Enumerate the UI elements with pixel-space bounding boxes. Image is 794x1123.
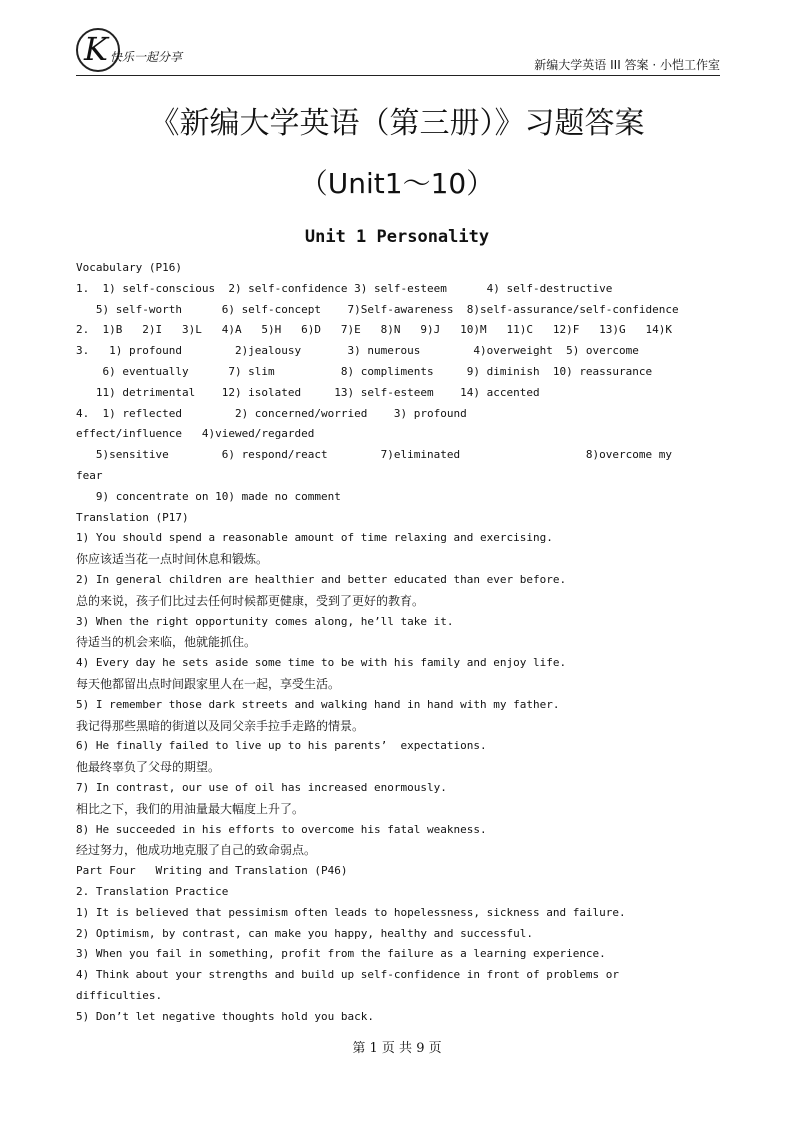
text-line: difficulties. xyxy=(76,988,163,1002)
text-line: 2) Optimism, by contrast, can make you happy, healthy and successful. xyxy=(76,926,533,940)
text-line: effect/influence 4)viewed/regarded xyxy=(76,427,315,441)
text-line: 经过努力，他成功地克服了自己的致命弱点。 xyxy=(76,843,317,858)
unit-heading: Unit 1 Personality xyxy=(304,227,490,247)
text-line: 2. 1)B 2)I 3)L 4)A 5)H 6)D 7)E 8)N 9)J 10)M 11)C 12)F 13)G 14)K xyxy=(76,323,673,337)
text-line: 我记得那些黑暗的街道以及同父亲手拉手走路的情景。 xyxy=(76,718,365,733)
text-line: 7) In contrast, our use of oil has increased enormously. xyxy=(76,780,447,794)
text-line: 5) I remember those dark streets and walking hand in hand with my father. xyxy=(76,697,560,711)
answer-body xyxy=(76,258,726,1027)
text-line: 1. 1) self-conscious 2) self-confidence 3) self-esteem 4) self-destructive xyxy=(76,281,613,295)
text-line: Translation (P17) xyxy=(76,510,189,524)
text-line: 你应该适当花一点时间休息和锻炼。 xyxy=(76,552,269,567)
text-line: 2. Translation Practice xyxy=(76,884,229,898)
text-line: 5) self-worth 6) self-concept 7)Self-awareness 8)self-assurance/self-confidence xyxy=(76,302,679,316)
text-line: 他最终辜负了父母的期望。 xyxy=(76,760,221,775)
text-line: fear xyxy=(76,468,103,482)
text-line: 5) Don’t let negative thoughts hold you back. xyxy=(76,1009,375,1023)
text-line: 4) Think about your strengths and build up self-confidence in front of problems or xyxy=(76,968,620,982)
logo-tagline: 快乐一起分享 xyxy=(110,50,183,64)
text-line: 待适当的机会来临，他就能抓住。 xyxy=(76,635,257,650)
text-line: 8) He succeeded in his efforts to overcome his fatal weakness. xyxy=(76,822,487,836)
text-line: 1) You should spend a reasonable amount of time relaxing and exercising. xyxy=(76,531,553,545)
document-title: 《新编大学英语（第三册）》习题答案 xyxy=(149,106,645,141)
header-caption: 新编大学英语 III 答案 · 小恺工作室 xyxy=(534,58,720,72)
text-line: 每天他都留出点时间跟家里人在一起，享受生活。 xyxy=(76,676,341,691)
logo xyxy=(76,28,236,76)
document-subtitle: （Unit1～10） xyxy=(299,167,495,200)
text-line: 3. 1) profound 2)jealousy 3) numerous 4)overweight 5) overcome xyxy=(76,344,639,358)
text-line: 11) detrimental 12) isolated 13) self-esteem 14) accented xyxy=(76,385,540,399)
header-divider xyxy=(76,75,720,76)
text-line: 4) Every day he sets aside some time to be with his family and enjoy life. xyxy=(76,656,567,670)
page-number: 第 1 页 共 9 页 xyxy=(352,1041,442,1056)
text-line: 3) When you fail in something, profit from the failure as a learning experience. xyxy=(76,947,606,961)
text-line: 1) It is believed that pessimism often leads to hopelessness, sickness and failure. xyxy=(76,905,626,919)
text-line: 2) In general children are healthier and better educated than ever before. xyxy=(76,572,567,586)
text-line: 相比之下，我们的用油量最大幅度上升了。 xyxy=(76,801,305,816)
text-line: 6) He finally failed to live up to his parents’ expectations. xyxy=(76,739,487,753)
text-line: 总的来说，孩子们比过去任何时候都更健康，受到了更好的教育。 xyxy=(76,593,425,608)
text-line: 3) When the right opportunity comes along, he’ll take it. xyxy=(76,614,454,628)
logo-letter: K xyxy=(84,30,108,68)
text-line: 5)sensitive 6) respond/react 7)eliminated 8)overcome my xyxy=(76,448,673,462)
text-line: 9) concentrate on 10) made no comment xyxy=(76,489,341,503)
text-line: 4. 1) reflected 2) concerned/worried 3) profound xyxy=(76,406,467,420)
text-line: 6) eventually 7) slim 8) compliments 9) diminish 10) reassurance xyxy=(76,364,653,378)
text-line: Part Four Writing and Translation (P46) xyxy=(76,864,348,878)
text-line: Vocabulary (P16) xyxy=(76,261,182,274)
